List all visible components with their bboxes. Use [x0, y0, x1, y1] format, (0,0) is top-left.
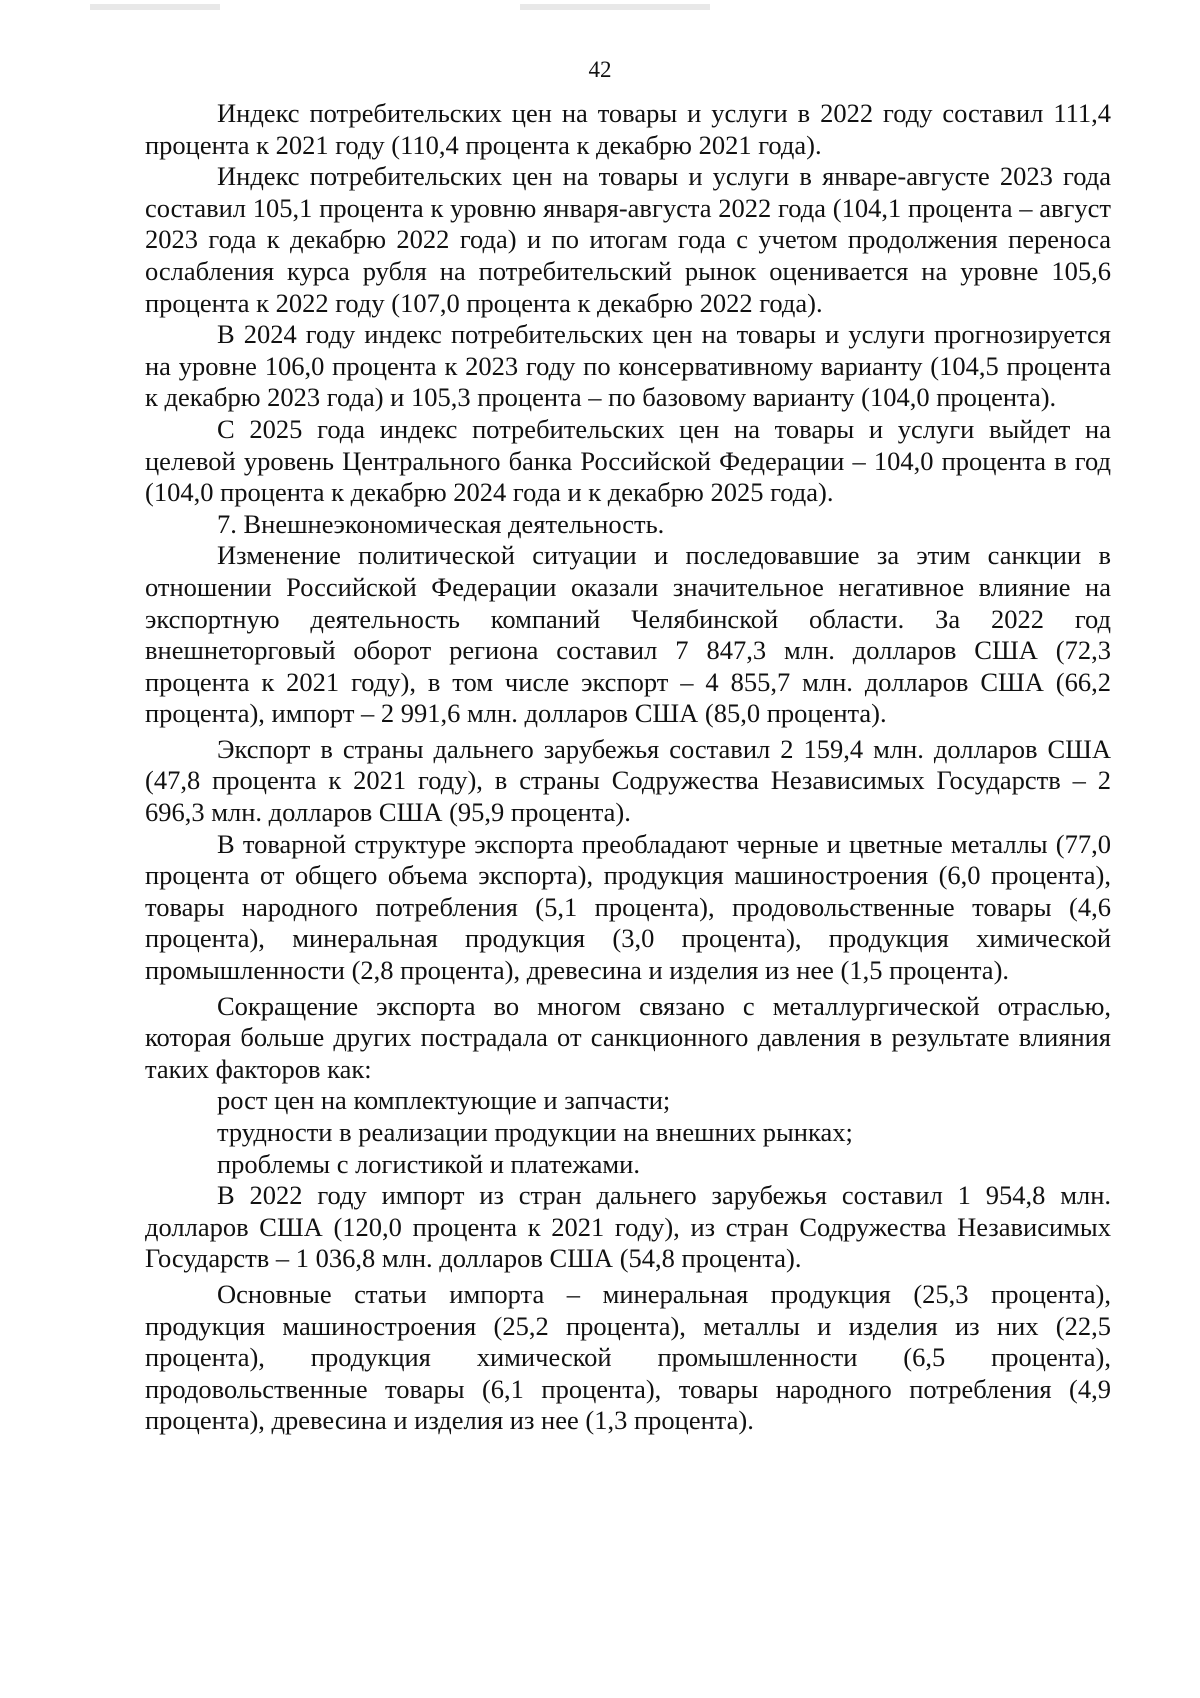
list-item: проблемы с логистикой и платежами.	[217, 1148, 640, 1179]
paragraph-export-structure: В товарной структуре экспорта преобладают черные и цветные металлы (77,0 процента от общего объема экспорта), продукция машиностроения (6,0 процента), товары народного потребления (5,1 процента), продовольственные товары (4,6 процента), минеральная продукция (3,0 процента), продукция химической промышленности (2,8 процента), древесина и изделия из нее (1,5 процента).	[145, 828, 1111, 986]
scan-artifact	[90, 4, 220, 10]
paragraph-import-regions: В 2022 году импорт из стран дальнего зарубежья составил 1 954,8 млн. долларов США (120,0 процента к 2021 году), из стран Содружества Независимых Государств – 1 036,8 млн. долларов США (54,8 процента).	[145, 1180, 1111, 1274]
paragraph-cpi-2023: Индекс потребительских цен на товары и услуги в январе-августе 2023 года составил 105,1 процента к уровню января-августа 2022 года (104,1 процента – август 2023 года к декабрю 2022 года) и по итогам года с учетом продолжения переноса ослабления курса рубля на потребительский рынок оценивается на уровне 105,6 процента к 2022 году (107,0 процента к декабрю 2022 года).	[145, 161, 1111, 318]
paragraph-export-decline: Сокращение экспорта во многом связано с металлургической отраслью, которая больше других пострадала от санкционного давления в результате влияния таких факторов как:	[145, 990, 1111, 1084]
paragraph-cpi-2025: С 2025 года индекс потребительских цен на товары и услуги выйдет на целевой уровень Центрального банка Российской Федерации – 104,0 процента в год (104,0 процента к декабрю 2024 года и к декабрю 2025 года).	[145, 413, 1111, 508]
paragraph-import-structure: Основные статьи импорта – минеральная продукция (25,3 процента), продукция машиностроения (25,2 процента), металлы и изделия из них (22,5 процента), продукция химической промышленности (6,5 процента), продовольственные товары (6,1 процента), товары народного потребления (4,9 процента), древесина и изделия из нее (1,3 процента).	[145, 1278, 1111, 1436]
paragraph-cpi-2024: В 2024 году индекс потребительских цен на товары и услуги прогнозируется на уровне 106,0 процента к 2023 году по консервативному варианту (104,5 процента к декабрю 2023 года) и 105,3 процента – по базовому варианту (104,0 процента).	[145, 319, 1111, 413]
section-heading: 7. Внешнеэкономическая деятельность.	[217, 508, 665, 539]
page-number: 42	[588, 57, 612, 82]
paragraph-export-regions: Экспорт в страны дальнего зарубежья составил 2 159,4 млн. долларов США (47,8 процента к 2021 году), в страны Содружества Независимых Государств – 2 696,3 млн. долларов США (95,9 процента).	[145, 733, 1111, 828]
document-body	[145, 98, 1111, 1437]
scan-artifact	[520, 4, 710, 10]
paragraph-trade-turnover: Изменение политической ситуации и последовавшие за этим санкции в отношении Российской Федерации оказали значительное негативное влияние на экспортную деятельность компаний Челябинской области. За 2022 год внешнеторговый оборот региона составил 7 847,3 млн. долларов США (72,3 процента к 2021 году), в том числе экспорт – 4 855,7 млн. долларов США (66,2 процента), импорт – 2 991,6 млн. долларов США (85,0 процента).	[145, 540, 1111, 729]
paragraph-cpi-2022: Индекс потребительских цен на товары и услуги в 2022 году составил 111,4 процента к 2021 году (110,4 процента к декабрю 2021 года).	[145, 98, 1111, 160]
list-item: рост цен на комплектующие и запчасти;	[217, 1085, 671, 1116]
list-item: трудности в реализации продукции на внешних рынках;	[217, 1117, 853, 1147]
